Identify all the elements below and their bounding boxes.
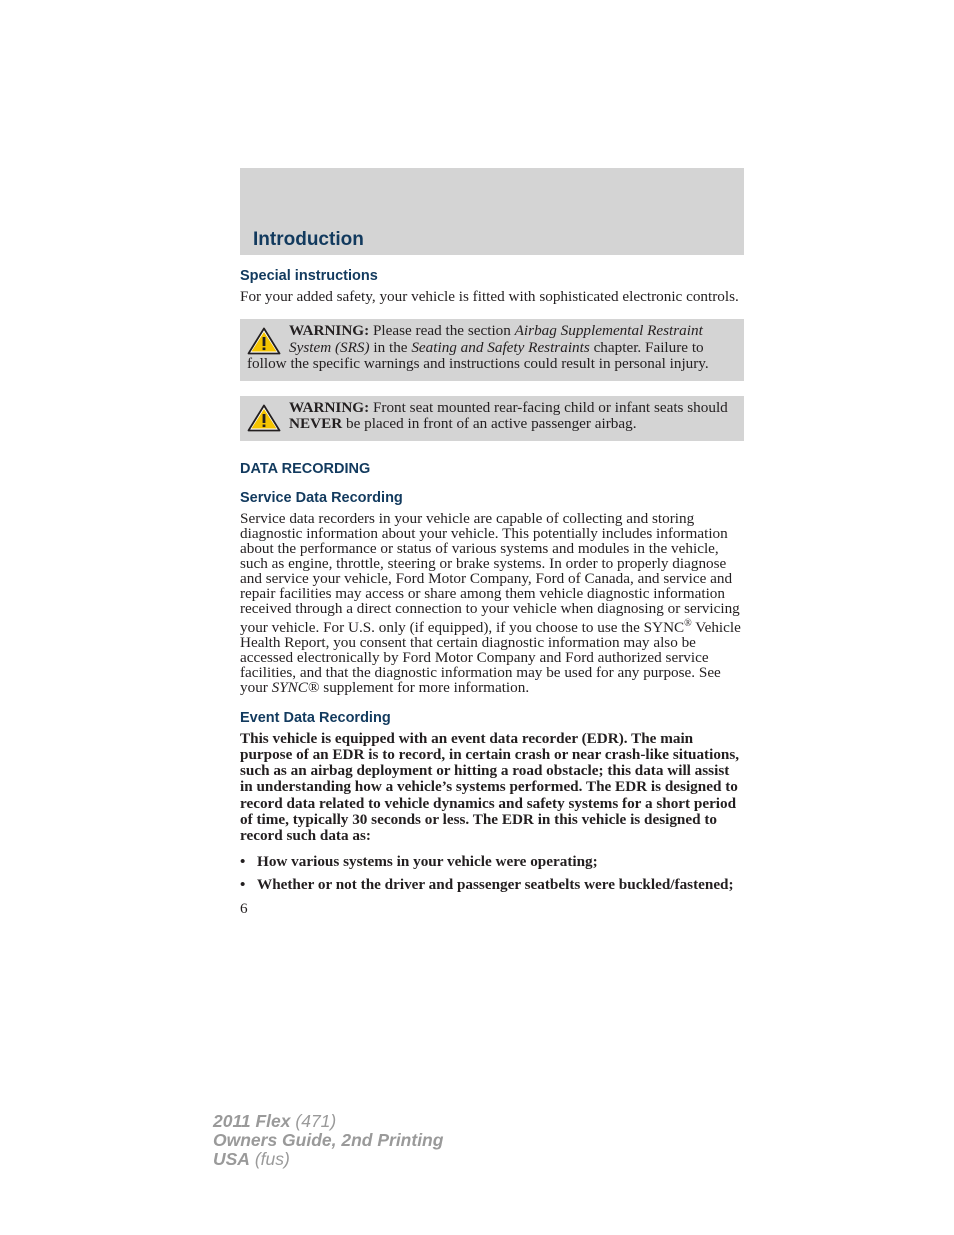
event-data-recording-text: This vehicle is equipped with an event data recorder (EDR). The main purpose of an EDR is to record, in certain crash or near crash-like situations, such as an airbag deployment or hitting a road obstacle; this data will assist in understanding how a vehicle’s systems performed. The EDR is designed to record data related to vehicle dynamics and safety systems for a short period of time, typically 30 seconds or less. The EDR in this vehicle is designed to record such data as:: [240, 729, 740, 845]
warning-text: in the: [369, 338, 412, 356]
warning-label: WARNING:: [289, 398, 370, 416]
bullet-icon: •: [240, 852, 246, 870]
special-instructions-text: For your added safety, your vehicle is fitted with sophisticated electronic controls.: [240, 288, 739, 305]
footer-model: 2011 Flex: [213, 1111, 291, 1131]
document-footer: [213, 1112, 443, 1169]
chapter-title: Introduction: [253, 229, 364, 250]
warning-text: Please read the section: [369, 322, 515, 339]
warning-ref-section: Airbag Supplemental Restraint System (SRS): [289, 322, 703, 356]
special-instructions-heading: Special instructions: [240, 268, 378, 284]
warning-label: WARNING:: [289, 322, 370, 339]
warning-box-srs: [240, 319, 744, 381]
edr-data-list: [240, 854, 744, 893]
data-recording-heading: DATA RECORDING: [240, 460, 371, 477]
warning-text: Front seat mounted rear-facing child or infant seats should: [369, 398, 728, 416]
footer-guide: Owners Guide, 2nd Printing: [213, 1130, 444, 1150]
service-data-recording-text: Service data recorders in your vehicle are capable of collecting and storing diagnostic information about your vehicle. This potentially includes information about the performance or status of various systems and modules in the vehicle, such as engine, throttle, steering or brake systems. In order to properly diagnose and service your vehicle, Ford Motor Company, Ford of Canada, and service and repair facilities may access or share among them vehicle diagnostic information received through a direct connection to your vehicle when diagnosing or servicing your vehicle. For U.S. only (if equipped), if you choose to use the SYNC® Vehicle Health Report, you consent that certain diagnostic information may also be accessed electronically by Ford Motor Company and Ford authorized service facilities, and that the diagnostic information may be used for any purpose. See your SYNC® supplement for more information.: [240, 509, 741, 696]
warning-emphasis: NEVER: [289, 415, 343, 432]
list-item: • Whether or not the driver and passenger seatbelts were buckled/fastened;: [240, 875, 734, 893]
footer-region: USA: [213, 1149, 250, 1169]
warning-triangle-icon: [247, 404, 281, 432]
warning-triangle-icon: [247, 327, 281, 355]
warning-text: chapter. Failure to follow the specific warnings and instructions could result in personal injury.: [247, 338, 709, 372]
footer-model-code: (471): [290, 1111, 337, 1131]
page-content: [240, 268, 744, 918]
service-data-recording-heading: Service Data Recording: [240, 489, 403, 506]
bullet-icon: •: [240, 875, 246, 893]
footer-region-code: (fus): [249, 1149, 290, 1169]
list-item: • How various systems in your vehicle were operating;: [240, 852, 598, 870]
warning-ref-chapter: Seating and Safety Restraints: [411, 338, 590, 356]
warning-box-child-seat: [240, 396, 744, 441]
event-data-recording-heading: Event Data Recording: [240, 709, 391, 726]
page-number: 6: [240, 899, 248, 917]
chapter-header: [240, 168, 744, 255]
warning-text: be placed in front of an active passenger airbag.: [342, 415, 637, 432]
